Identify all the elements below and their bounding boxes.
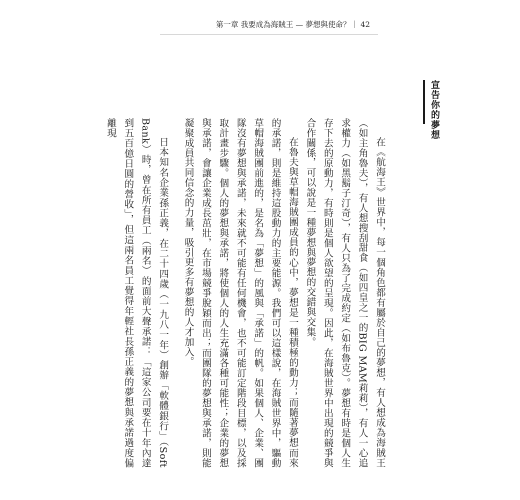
section-title: 宣告你的夢想: [429, 80, 439, 140]
section-marker-bar: [423, 80, 425, 124]
running-title: 第一章 我要成為海賊王 — 夢想與使命？｜ 42: [215, 20, 370, 29]
paragraph-2: 在魯夫與草帽海賊團成員的心中，夢想是一種積極的動力；而隨著夢想而來的承諾，則是維持這股動力的主要能源。我們可以這樣說，在海賊世界中，驅動草帽海賊團前進的，是名為「夢想」的風與「承諾」的帆。如果個人、企業、團隊沒有夢想與承諾，未來就不可能有任何機會，也不可能訂定階段目標，以及採取計畫步驟。個人的夢想與承諾，將使個人的人生充滿各種可能性；企業的夢想與承諾，會讓企業成長茁壯，在市場競爭脫穎而出；而團隊的夢想與承諾，則能凝聚成員共同信念的力量，吸引更多有夢想的人才加入。: [182, 118, 298, 468]
paragraph-3: 日本知名企業孫正義，在二十四歲（一九八一年）創辦「軟體銀行」（Soft Bank）時，曾在所有員工（兩名）的面前大聲承諾：「這家公司要在十年內達到五百億日圓的營收」，但這兩名員工覺得年輕社長孫正義的夢想與承諾過度偏離現: [104, 118, 169, 468]
paragraph-1: 在《航海王》世界中，每一個角色都有屬於自己的夢想，有人想成為海賊王（如主角魯夫），有人想搜刮甜食（如四皇之一的BIG MAM莉莉），有人一心追求權力（如黑鬍子汀奇），有人只為了完成約定（如布魯克）。夢想有時是個人生存下去的原動力，有時則是個人欲望的呈現。因此，在海賊世界中出現的競爭與合作關係，可以說是一種夢想與夢想的交錯與交集。: [304, 118, 385, 468]
running-header: [0, 19, 520, 33]
body-text: [104, 118, 388, 468]
header-rule: [160, 34, 378, 35]
